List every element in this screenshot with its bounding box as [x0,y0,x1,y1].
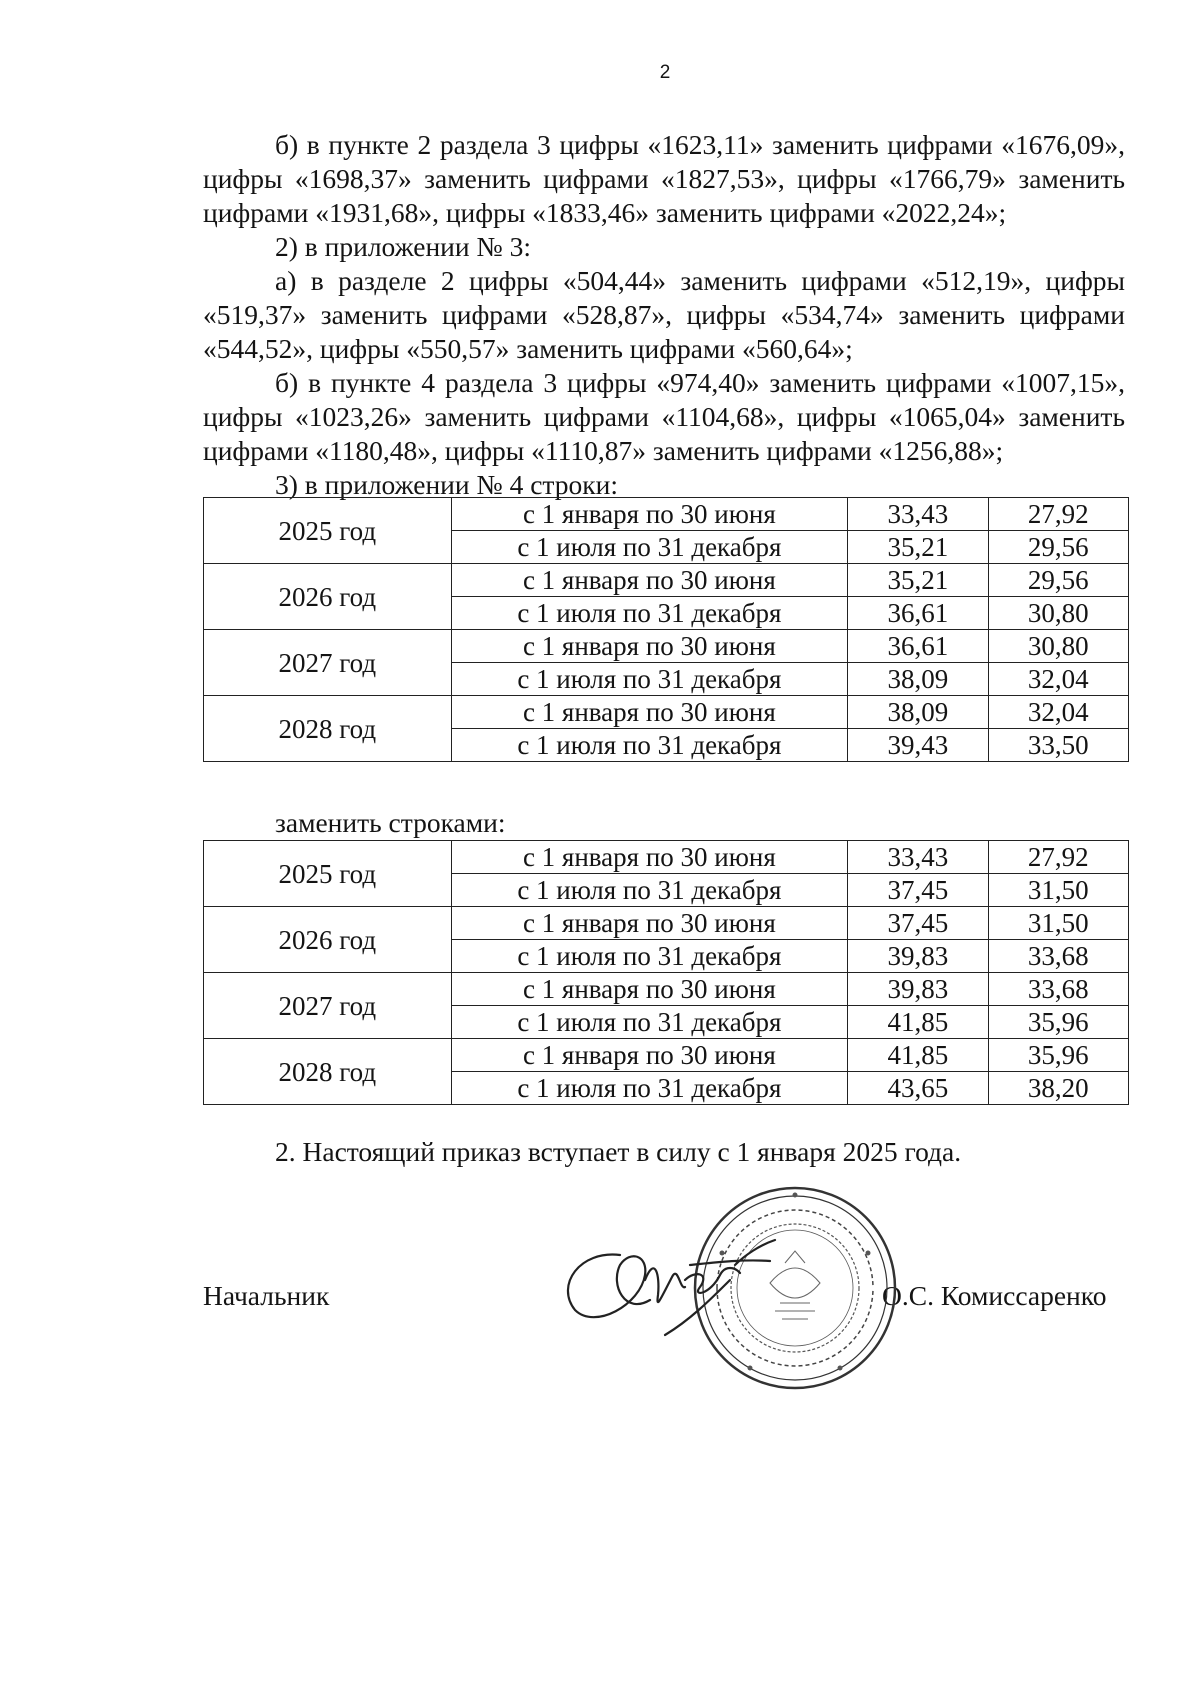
value-cell-2: 35,96 [988,1039,1128,1072]
period-cell: с 1 июля по 31 декабря [451,874,848,907]
period-cell: с 1 января по 30 июня [451,696,848,729]
year-cell: 2025 год [204,841,452,907]
year-cell: 2027 год [204,973,452,1039]
value-cell-1: 43,65 [848,1072,988,1105]
period-cell: с 1 июля по 31 декабря [451,1006,848,1039]
period-cell: с 1 января по 30 июня [451,1039,848,1072]
signatory-title: Начальник [203,1280,330,1311]
year-cell: 2026 год [204,564,452,630]
value-cell-1: 38,09 [848,696,988,729]
value-cell-1: 35,21 [848,531,988,564]
value-cell-1: 37,45 [848,874,988,907]
period-cell: с 1 января по 30 июня [451,907,848,940]
value-cell-2: 31,50 [988,874,1128,907]
period-cell: с 1 января по 30 июня [451,630,848,663]
value-cell-2: 30,80 [988,597,1128,630]
value-cell-1: 39,83 [848,973,988,1006]
value-cell-1: 33,43 [848,841,988,874]
handwritten-signature-icon [560,1225,790,1345]
table-row [204,973,1129,1006]
value-cell-2: 35,96 [988,1006,1128,1039]
value-cell-1: 41,85 [848,1006,988,1039]
value-cell-2: 27,92 [988,841,1128,874]
value-cell-2: 33,50 [988,729,1128,762]
value-cell-1: 41,85 [848,1039,988,1072]
value-cell-2: 33,68 [988,940,1128,973]
value-cell-2: 32,04 [988,663,1128,696]
value-cell-1: 33,43 [848,498,988,531]
period-cell: с 1 января по 30 июня [451,564,848,597]
value-cell-1: 35,21 [848,564,988,597]
period-cell: с 1 июля по 31 декабря [451,940,848,973]
period-cell: с 1 июля по 31 декабря [451,531,848,564]
paragraph-2: 2) в приложении № 3: [275,231,531,262]
value-cell-2: 29,56 [988,564,1128,597]
period-cell: с 1 января по 30 июня [451,841,848,874]
value-cell-2: 32,04 [988,696,1128,729]
year-cell: 2026 год [204,907,452,973]
value-cell-2: 29,56 [988,531,1128,564]
table-row [204,907,1129,940]
table-row [204,498,1129,531]
value-cell-2: 27,92 [988,498,1128,531]
year-cell: 2028 год [204,696,452,762]
paragraph-1b: б) в пункте 2 раздела 3 цифры «1623,11» заменить цифрами «1676,09», цифры «1698,37» заменить цифрами «1827,53», цифры «1766,79» заменить цифрами «1931,68», цифры «1833,46» заменить цифрами «2022,24»; [203,129,1125,228]
value-cell-1: 36,61 [848,630,988,663]
value-cell-1: 36,61 [848,597,988,630]
paragraph-2a: а) в разделе 2 цифры «504,44» заменить цифрами «512,19», цифры «519,37» заменить цифрами «528,87», цифры «534,74» заменить цифрами «544,52», цифры «550,57» заменить цифрами «560,64»; [203,265,1125,364]
table-row [204,696,1129,729]
value-cell-2: 33,68 [988,973,1128,1006]
page-number: 2 [659,62,671,83]
value-cell-2: 38,20 [988,1072,1128,1105]
paragraph-2b: б) в пункте 4 раздела 3 цифры «974,40» заменить цифрами «1007,15», цифры «1023,26» заменить цифрами «1104,68», цифры «1065,04» заменить цифрами «1180,48», цифры «1110,87» заменить цифрами «1256,88»; [203,367,1125,466]
table-row [204,564,1129,597]
table-row [204,630,1129,663]
document-body [203,128,1125,502]
value-cell-1: 39,83 [848,940,988,973]
table-row [204,1039,1129,1072]
year-cell: 2025 год [204,498,452,564]
year-cell: 2028 год [204,1039,452,1105]
effective-date-clause: 2. Настоящий приказ вступает в силу с 1 января 2025 года. [275,1136,962,1167]
period-cell: с 1 июля по 31 декабря [451,729,848,762]
replace-label: заменить строками: [275,807,506,838]
old-rows-table [203,497,1129,762]
signatory-name: О.С. Комиссаренко [882,1280,1107,1311]
period-cell: с 1 июля по 31 декабря [451,597,848,630]
new-rows-table [203,840,1129,1105]
period-cell: с 1 июля по 31 декабря [451,663,848,696]
period-cell: с 1 июля по 31 декабря [451,1072,848,1105]
value-cell-1: 39,43 [848,729,988,762]
period-cell: с 1 января по 30 июня [451,973,848,1006]
value-cell-2: 31,50 [988,907,1128,940]
value-cell-1: 37,45 [848,907,988,940]
value-cell-1: 38,09 [848,663,988,696]
period-cell: с 1 января по 30 июня [451,498,848,531]
paragraph-3: 3) в приложении № 4 строки: [275,469,618,500]
value-cell-2: 30,80 [988,630,1128,663]
year-cell: 2027 год [204,630,452,696]
table-row [204,841,1129,874]
